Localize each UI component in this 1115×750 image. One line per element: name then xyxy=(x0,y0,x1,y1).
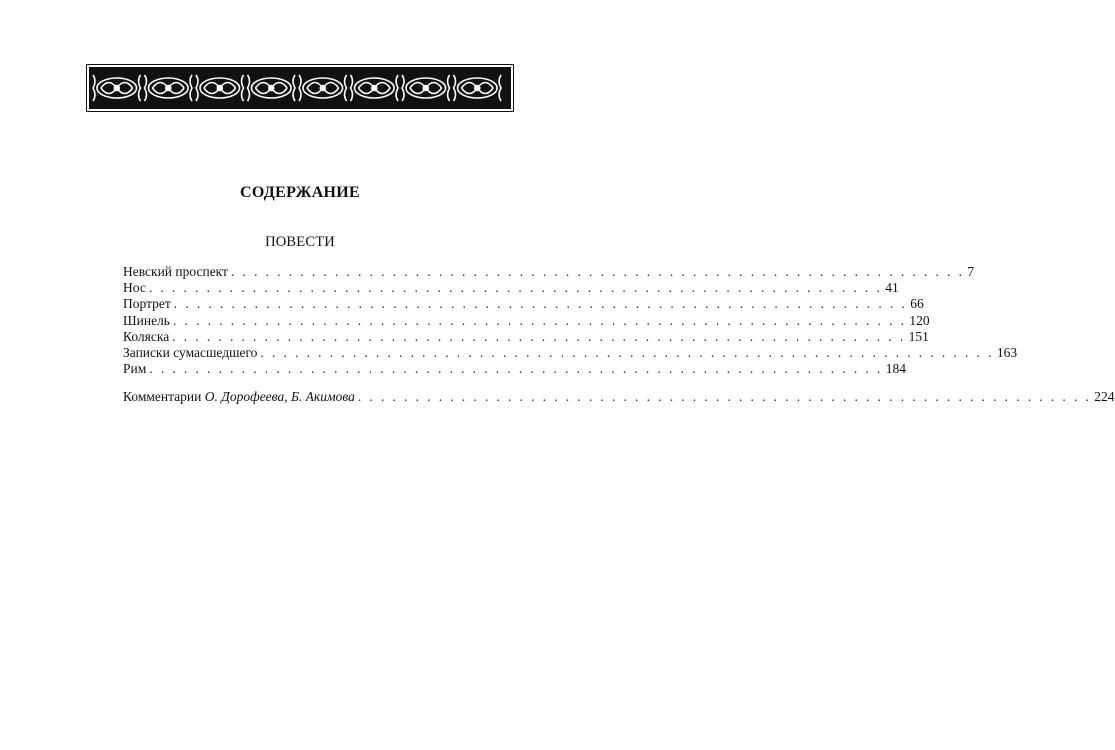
toc-entry[interactable] xyxy=(123,264,975,280)
section-title: ПОВЕСТИ xyxy=(265,234,335,250)
dot-leader: . . . . . . . . . . . . . . . . . . . . . . . . . . . . . . . . . . . . . . . . . . . . . . . . . . . . . . . . . . . . . . . . xyxy=(149,361,883,377)
toc-entry-page: 66 xyxy=(910,296,924,312)
toc-entry[interactable] xyxy=(123,328,929,345)
dot-leader: . . . . . . . . . . . . . . . . . . . . . . . . . . . . . . . . . . . . . . . . . . . . . . . . . . . . . . . . . . . . . . . . xyxy=(148,280,883,296)
toc-entry-page: 224 xyxy=(1094,389,1115,405)
toc-entry-page: 120 xyxy=(909,312,930,328)
dot-leader: . . . . . . . . . . . . . . . . . . . . . . . . . . . . . . . . . . . . . . . . . . . . . . . . . . . . . . . . . . . . . . . . xyxy=(172,312,907,328)
toc-entry-title: Коляска xyxy=(123,328,170,344)
ornamental-border-icon xyxy=(89,67,511,109)
toc-entry-title: Нос xyxy=(123,280,146,296)
table-of-contents xyxy=(123,264,1115,406)
dot-leader: . . . . . . . . . . . . . . . . . . . . . . . . . . . . . . . . . . . . . . . . . . . . . . . . . . . . . . . . . . . . . . . . xyxy=(172,328,906,344)
toc-entry-title xyxy=(123,389,355,405)
toc-entry-title: Записки сумасшедшего xyxy=(123,344,258,360)
toc-entry-commentary[interactable] xyxy=(123,389,1115,405)
dot-leader: . . . . . . . . . . . . . . . . . . . . . . . . . . . . . . . . . . . . . . . . . . . . . . . . . . . . . . . . . . . . . . . . xyxy=(357,389,1092,405)
toc-entry[interactable] xyxy=(123,296,924,312)
toc-entry[interactable] xyxy=(123,280,899,296)
toc-entry[interactable] xyxy=(123,344,1018,361)
commentary-label: Комментарии xyxy=(123,389,205,405)
toc-entry-title: Невский проспект xyxy=(123,264,228,279)
toc-entry-page: 163 xyxy=(996,344,1018,360)
toc-entry-page: 184 xyxy=(885,361,906,377)
dot-leader: . . . . . . . . . . . . . . . . . . . . . . . . . . . . . . . . . . . . . . . . . . . . . . . . . . . . . . . . . . . . . . . . xyxy=(260,344,994,360)
spacer xyxy=(123,377,498,389)
dot-leader: . . . . . . . . . . . . . . . . . . . . . . . . . . . . . . . . . . . . . . . . . . . . . . . . . . . . . . . . . . . . . . . . xyxy=(230,264,965,279)
toc-entry-title: Шинель xyxy=(123,312,170,328)
toc-entry-page: 41 xyxy=(885,280,899,296)
toc-entry[interactable] xyxy=(123,312,930,329)
toc-entry-page: 7 xyxy=(967,264,975,279)
commentary-authors: О. Дорофеева, Б. Акимова xyxy=(204,389,355,405)
ornament-pattern xyxy=(91,69,509,107)
toc-entry-page: 151 xyxy=(908,328,929,344)
toc-entry-title: Портрет xyxy=(123,296,171,312)
dot-leader: . . . . . . . . . . . . . . . . . . . . . . . . . . . . . . . . . . . . . . . . . . . . . . . . . . . . . . . . . . . . . . . . xyxy=(173,296,908,312)
toc-entry[interactable] xyxy=(123,361,906,377)
page-title: СОДЕРЖАНИЕ xyxy=(239,184,361,201)
toc-entry-title: Рим xyxy=(123,361,147,377)
